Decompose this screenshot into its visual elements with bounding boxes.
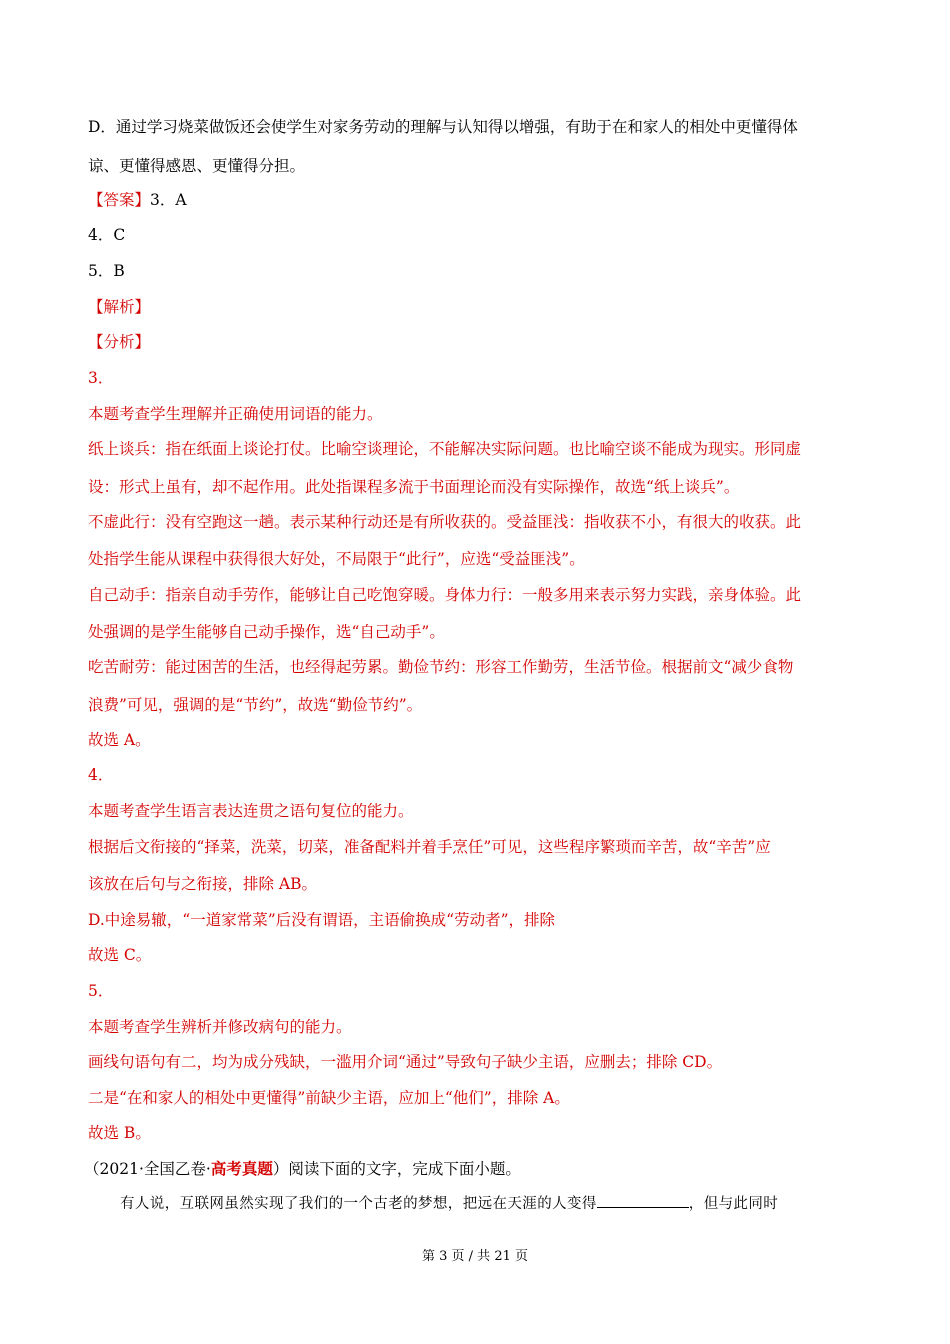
q3-p2-line2: 处指学生能从课程中获得很大好处，不局限于“此行”，应选“受益匪浅”。 <box>88 550 585 568</box>
q4-p1-line2: 该放在后句与之衔接，排除 AB。 <box>88 875 318 893</box>
option-d-line2: 谅、更懂得感恩、更懂得分担。 <box>88 157 306 175</box>
q3-conclusion: 故选 A。 <box>88 731 151 749</box>
q3-p2-line1: 不虚此行：没有空跑这一趟。表示某种行动还是有所收获的。受益匪浅：指收获不小，有很大的收获。此 <box>88 513 802 531</box>
answer-3: 3．A <box>150 191 187 209</box>
option-d-line1: D．通过学习烧菜做饭还会使学生对家务劳动的理解与认知得以增强，有助于在和家人的相处中更懂得体 <box>88 118 798 136</box>
section-source-tag: 高考真题 <box>210 1159 273 1178</box>
q3-p3-line1: 自己动手：指亲自动手劳作，能够让自己吃饱穿暖。身体力行：一般多用来表示努力实践，亲身体验。此 <box>88 586 802 604</box>
section-instruction: ）阅读下面的文字，完成下面小题。 <box>272 1160 521 1178</box>
q3-p3-line2: 处强调的是学生能够自己动手操作，选“自己动手”。 <box>88 623 445 641</box>
q3-intro: 本题考查学生理解并正确使用词语的能力。 <box>88 405 383 423</box>
q5-intro: 本题考查学生辨析并修改病句的能力。 <box>88 1018 352 1036</box>
answer-line <box>88 189 187 211</box>
q4-p1-line1: 根据后文衔接的“择菜，洗菜，切菜，准备配料并着手烹任”可见，这些程序繁琐而辛苦，故“辛苦”应 <box>88 838 771 856</box>
answer-5: 5．B <box>88 262 125 280</box>
section-heading <box>84 1158 521 1180</box>
answer-4: 4．C <box>88 226 126 244</box>
q5-conclusion: 故选 B。 <box>88 1124 151 1142</box>
fenxi-tag: 【分析】 <box>88 333 151 351</box>
passage-text-b: ，但与此同时 <box>688 1196 779 1212</box>
fill-in-blank <box>597 1193 689 1208</box>
q3-p4-line1: 吃苦耐劳：能过困苦的生活，也经得起劳累。勤俭节约：形容工作勤劳，生活节俭。根据前文“减少食物 <box>88 658 794 676</box>
q4-number: 4． <box>88 766 114 784</box>
q4-conclusion: 故选 C。 <box>88 946 152 964</box>
page-footer: 第 3 页 / 共 21 页 <box>422 1249 528 1264</box>
passage-line <box>120 1193 778 1215</box>
answer-tag: 【答案】 <box>88 191 151 209</box>
q4-intro: 本题考查学生语言表达连贯之语句复位的能力。 <box>88 802 414 820</box>
q4-p2: D.中途易辙，“一道家常菜”后没有谓语，主语偷换成“劳动者”，排除 <box>88 911 556 929</box>
jiexi-tag: 【解析】 <box>88 298 151 316</box>
q5-number: 5． <box>88 982 114 1000</box>
q3-number: 3． <box>88 369 114 387</box>
q3-p1-line1: 纸上谈兵：指在纸面上谈论打仗。比喻空谈理论，不能解决实际问题。也比喻空谈不能成为现实。形同虚 <box>88 440 802 458</box>
section-source-open: （2021·全国乙卷· <box>84 1160 211 1178</box>
q3-p4-line2: 浪费”可见，强调的是“节约”，故选“勤俭节约”。 <box>88 696 423 714</box>
q3-p1-line2: 设：形式上虽有，却不起作用。此处指课程多流于书面理论而没有实际操作，故选“纸上谈兵”。 <box>88 478 740 496</box>
passage-text-a: 有人说，互联网虽然实现了我们的一个古老的梦想，把远在天涯的人变得 <box>120 1196 597 1212</box>
q5-p2: 二是“在和家人的相处中更懂得”前缺少主语，应加上“他们”，排除 A。 <box>88 1089 570 1107</box>
q5-p1: 画线句语句有二，均为成分残缺，一滥用介词“通过”导致句子缺少主语，应删去；排除 CD。 <box>88 1053 723 1071</box>
